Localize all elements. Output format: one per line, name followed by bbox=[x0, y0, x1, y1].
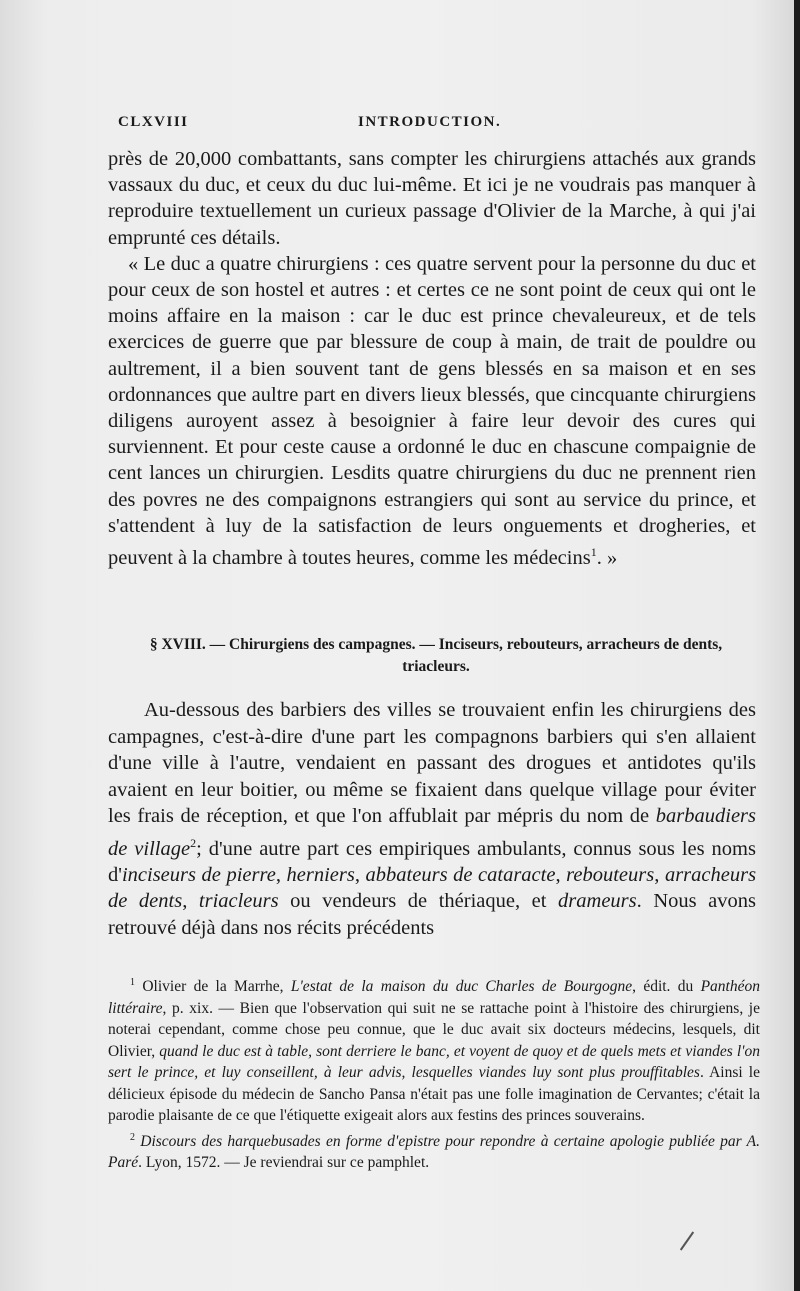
body-text-top bbox=[108, 146, 756, 571]
footnote-ref-1[interactable]: 1 bbox=[590, 545, 597, 560]
text-run: . Lyon, 1572. — Je reviendrai sur ce pamphlet. bbox=[138, 1154, 430, 1172]
italic-term: herniers bbox=[286, 863, 355, 886]
italic-quote: quand le duc est à table, sont derriere le banc, et voyent de quoy et de quels mets et viandes l'on sert le prince, et luy conseillent, à leur advis, lesquelles viandes luy sont plus prouffitables bbox=[108, 1042, 760, 1082]
text-run: Olivier de la Marrhe, bbox=[135, 978, 291, 996]
quotation-text: « Le duc a quatre chirurgiens : ces quatre servent pour la personne du duc et pour ceux de son hostel et autres : et certes ce ne sont point de ceux qui ont le moins affaire en la maison : car le duc est prince chevaleureux, et de tels exercices de guerre que par blessure de coup à main, de trait de pouldre ou aultrement, il a bien souvent tant de gens blessés en sa maison et en ses ordonnances que aultre part en divers lieux blessés, que cincquante chirurgiens diligens auroyent assez à besoignier à faire leur devoir des cures qui surviennent. Et pour ceste cause a ordonné le duc en chascune compaignie de cent lances un chirurgien. Lesdits quatre chirurgiens du duc ne prennent rien des povres ne des compaignons estrangiers qui sont au service du prince, et s'attendent à luy de la satisfaction de leurs onguements et drogheries, et peuvent à la chambre à toutes heures, comme les médecins bbox=[108, 252, 756, 569]
italic-term: inciseurs de pierre bbox=[121, 863, 276, 886]
italic-term: rebouteurs bbox=[566, 863, 655, 886]
section-heading bbox=[118, 634, 754, 678]
running-header bbox=[118, 114, 758, 136]
quotation-close: . » bbox=[596, 546, 618, 569]
footnote-ref-2[interactable]: 2 bbox=[190, 835, 197, 850]
text-run: . Nous avons retrouvé déjà dans nos récits précédents bbox=[108, 890, 757, 939]
italic-title: L'estat de la maison du duc Charles de Bourgogne bbox=[290, 978, 633, 996]
paragraph-quotation bbox=[108, 251, 756, 571]
paragraph-campagnes bbox=[108, 697, 756, 941]
footnotes bbox=[108, 972, 760, 1174]
italic-term: barbaudiers de village bbox=[108, 805, 756, 860]
running-title: INTRODUCTION. bbox=[358, 114, 502, 130]
text-run: . Ainsi le délicieux épisode du médecin de Sancho Pansa n'était pas une folle imagination de Cervantes; c'était la parodie plaisante de ce que l'étiquette exigeait alors aux festins des princes souverains. bbox=[108, 1064, 760, 1125]
text-run: , bbox=[354, 863, 366, 886]
page-number: CLXVIII bbox=[118, 114, 189, 130]
text-run: , p. xix. — Bien que l'observation qui suit ne se rattache point à l'histoire des chirurgiens, je noterai cependant, comme chose peu connue, que le duc avait six docteurs médecins, lesquels, dit Olivier, bbox=[108, 999, 760, 1060]
italic-term: arracheurs de dents bbox=[108, 863, 757, 913]
scan-edge-shadow bbox=[794, 0, 800, 1291]
section-number: § XVIII. bbox=[149, 636, 206, 653]
footnote-1 bbox=[108, 972, 760, 1127]
text-run: , bbox=[182, 890, 199, 913]
footnote-number: 1 bbox=[130, 977, 135, 988]
text-run: , bbox=[275, 863, 287, 886]
italic-title: A. Paré bbox=[108, 1132, 760, 1172]
scan-pen-mark bbox=[680, 1231, 694, 1250]
text-run: Au-dessous des barbiers des villes se trouvaient enfin les chirurgiens des campagnes, c'est-à-dire d'une part les compagnons barbiers qui s'en allaient d'une ville à l'autre, vendaient en passant des drogues et antidotes qu'ils avaient en leur boitier, ou même se fixaient dans quelque village pour éviter les frais de réception, et que l'on affublait par mépris du nom de bbox=[108, 699, 756, 827]
italic-term: abbateurs de cataracte bbox=[365, 863, 556, 886]
paragraph-continued: près de 20,000 combattants, sans compter les chirurgiens attachés aux grands vassaux du duc, et ceux du duc lui-même. Et ici je ne voudrais pas manquer à reproduire textuellement un curieux passage d'Olivier de la Marche, à qui j'ai emprunté ces détails. bbox=[108, 148, 756, 249]
text-run: , bbox=[654, 863, 665, 886]
italic-title: Discours des harquebusades en forme d'epistre pour repondre à certaine apologie publiée par bbox=[135, 1132, 747, 1150]
footnote-number: 2 bbox=[130, 1131, 135, 1143]
section-title: Chirurgiens des campagnes. — Inciseurs, rebouteurs, arracheurs de dents, triacleurs. bbox=[229, 636, 723, 675]
text-run: ; d'une autre part ces empiriques ambulants, connus sous les noms d' bbox=[108, 837, 756, 886]
footnote-2 bbox=[108, 1127, 760, 1174]
text-run: ou vendeurs de thériaque, et bbox=[278, 890, 559, 913]
text-run: , bbox=[555, 863, 567, 886]
italic-term: drameurs bbox=[558, 890, 637, 913]
section-dash: — bbox=[205, 636, 230, 653]
text-run: , édit. du bbox=[632, 978, 701, 996]
body-text-bottom bbox=[108, 697, 756, 941]
italic-term: triacleurs bbox=[198, 890, 279, 913]
italic-title: Panthéon littéraire bbox=[108, 978, 760, 1017]
